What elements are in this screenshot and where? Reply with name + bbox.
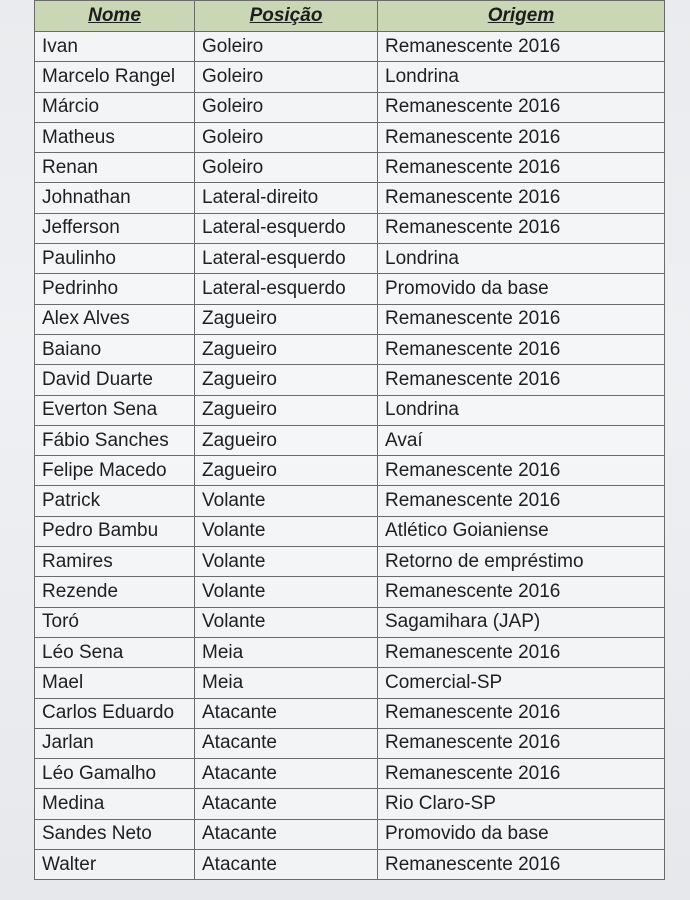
cell-nome: Alex Alves [35,304,195,334]
cell-nome: Renan [35,153,195,183]
cell-posicao: Volante [195,577,378,607]
table-row [35,668,665,698]
table-row [35,577,665,607]
cell-origem: Remanescente 2016 [378,153,665,183]
cell-origem: Remanescente 2016 [378,183,665,213]
cell-nome: Ivan [35,32,195,62]
table-row [35,274,665,304]
table-row [35,850,665,880]
cell-origem: Remanescente 2016 [378,365,665,395]
cell-origem: Remanescente 2016 [378,759,665,789]
cell-nome: Léo Gamalho [35,759,195,789]
cell-nome: Jefferson [35,213,195,243]
cell-posicao: Lateral-direito [195,183,378,213]
cell-origem: Comercial-SP [378,668,665,698]
cell-posicao: Goleiro [195,92,378,122]
cell-nome: David Duarte [35,365,195,395]
table-row [35,244,665,274]
cell-posicao: Atacante [195,698,378,728]
table-row [35,728,665,758]
cell-origem: Rio Claro-SP [378,789,665,819]
cell-nome: Léo Sena [35,637,195,667]
cell-nome: Fábio Sanches [35,425,195,455]
cell-origem: Remanescente 2016 [378,32,665,62]
cell-posicao: Volante [195,547,378,577]
roster-sheet [34,0,664,880]
cell-posicao: Meia [195,668,378,698]
cell-origem: Sagamihara (JAP) [378,607,665,637]
table-body [35,32,665,880]
cell-origem: Promovido da base [378,274,665,304]
table-row [35,425,665,455]
cell-nome: Everton Sena [35,395,195,425]
table-row [35,607,665,637]
table-row [35,153,665,183]
cell-posicao: Zagueiro [195,395,378,425]
cell-posicao: Volante [195,516,378,546]
cell-posicao: Goleiro [195,32,378,62]
cell-nome: Jarlan [35,728,195,758]
cell-posicao: Atacante [195,759,378,789]
roster-table [34,0,665,880]
cell-origem: Remanescente 2016 [378,637,665,667]
table-row [35,516,665,546]
table-row [35,122,665,152]
cell-origem: Remanescente 2016 [378,304,665,334]
cell-posicao: Goleiro [195,122,378,152]
table-row [35,304,665,334]
cell-origem: Remanescente 2016 [378,122,665,152]
cell-posicao: Zagueiro [195,456,378,486]
cell-nome: Carlos Eduardo [35,698,195,728]
cell-nome: Toró [35,607,195,637]
cell-posicao: Atacante [195,728,378,758]
table-row [35,789,665,819]
cell-origem: Londrina [378,62,665,92]
table-row [35,486,665,516]
cell-origem: Retorno de empréstimo [378,547,665,577]
cell-nome: Walter [35,850,195,880]
table-row [35,759,665,789]
cell-origem: Remanescente 2016 [378,456,665,486]
header-origem: Origem [378,1,665,32]
header-posicao: Posição [195,1,378,32]
cell-origem: Remanescente 2016 [378,213,665,243]
cell-posicao: Atacante [195,789,378,819]
cell-posicao: Lateral-esquerdo [195,274,378,304]
cell-posicao: Volante [195,486,378,516]
table-row [35,62,665,92]
cell-nome: Johnathan [35,183,195,213]
cell-nome: Pedrinho [35,274,195,304]
cell-posicao: Zagueiro [195,334,378,364]
cell-posicao: Lateral-esquerdo [195,244,378,274]
cell-nome: Paulinho [35,244,195,274]
table-row [35,183,665,213]
cell-posicao: Goleiro [195,62,378,92]
cell-origem: Avaí [378,425,665,455]
cell-origem: Remanescente 2016 [378,92,665,122]
cell-posicao: Zagueiro [195,425,378,455]
table-row [35,547,665,577]
cell-posicao: Zagueiro [195,304,378,334]
table-row [35,819,665,849]
cell-posicao: Atacante [195,850,378,880]
cell-nome: Pedro Bambu [35,516,195,546]
table-row [35,456,665,486]
cell-posicao: Lateral-esquerdo [195,213,378,243]
cell-posicao: Meia [195,637,378,667]
cell-nome: Matheus [35,122,195,152]
cell-posicao: Atacante [195,819,378,849]
cell-posicao: Volante [195,607,378,637]
cell-origem: Remanescente 2016 [378,486,665,516]
table-row [35,698,665,728]
cell-origem: Londrina [378,395,665,425]
cell-nome: Márcio [35,92,195,122]
cell-origem: Atlético Goianiense [378,516,665,546]
cell-nome: Patrick [35,486,195,516]
cell-nome: Baiano [35,334,195,364]
table-header [35,1,665,32]
cell-nome: Felipe Macedo [35,456,195,486]
table-row [35,395,665,425]
cell-nome: Mael [35,668,195,698]
cell-nome: Sandes Neto [35,819,195,849]
cell-posicao: Goleiro [195,153,378,183]
table-row [35,637,665,667]
cell-origem: Londrina [378,244,665,274]
cell-nome: Medina [35,789,195,819]
table-row [35,32,665,62]
cell-origem: Remanescente 2016 [378,850,665,880]
cell-nome: Rezende [35,577,195,607]
cell-origem: Remanescente 2016 [378,728,665,758]
cell-nome: Ramires [35,547,195,577]
table-row [35,334,665,364]
cell-origem: Remanescente 2016 [378,698,665,728]
table-row [35,213,665,243]
cell-posicao: Zagueiro [195,365,378,395]
cell-origem: Remanescente 2016 [378,334,665,364]
cell-origem: Remanescente 2016 [378,577,665,607]
cell-origem: Promovido da base [378,819,665,849]
table-row [35,365,665,395]
table-row [35,92,665,122]
header-nome: Nome [35,1,195,32]
cell-nome: Marcelo Rangel [35,62,195,92]
